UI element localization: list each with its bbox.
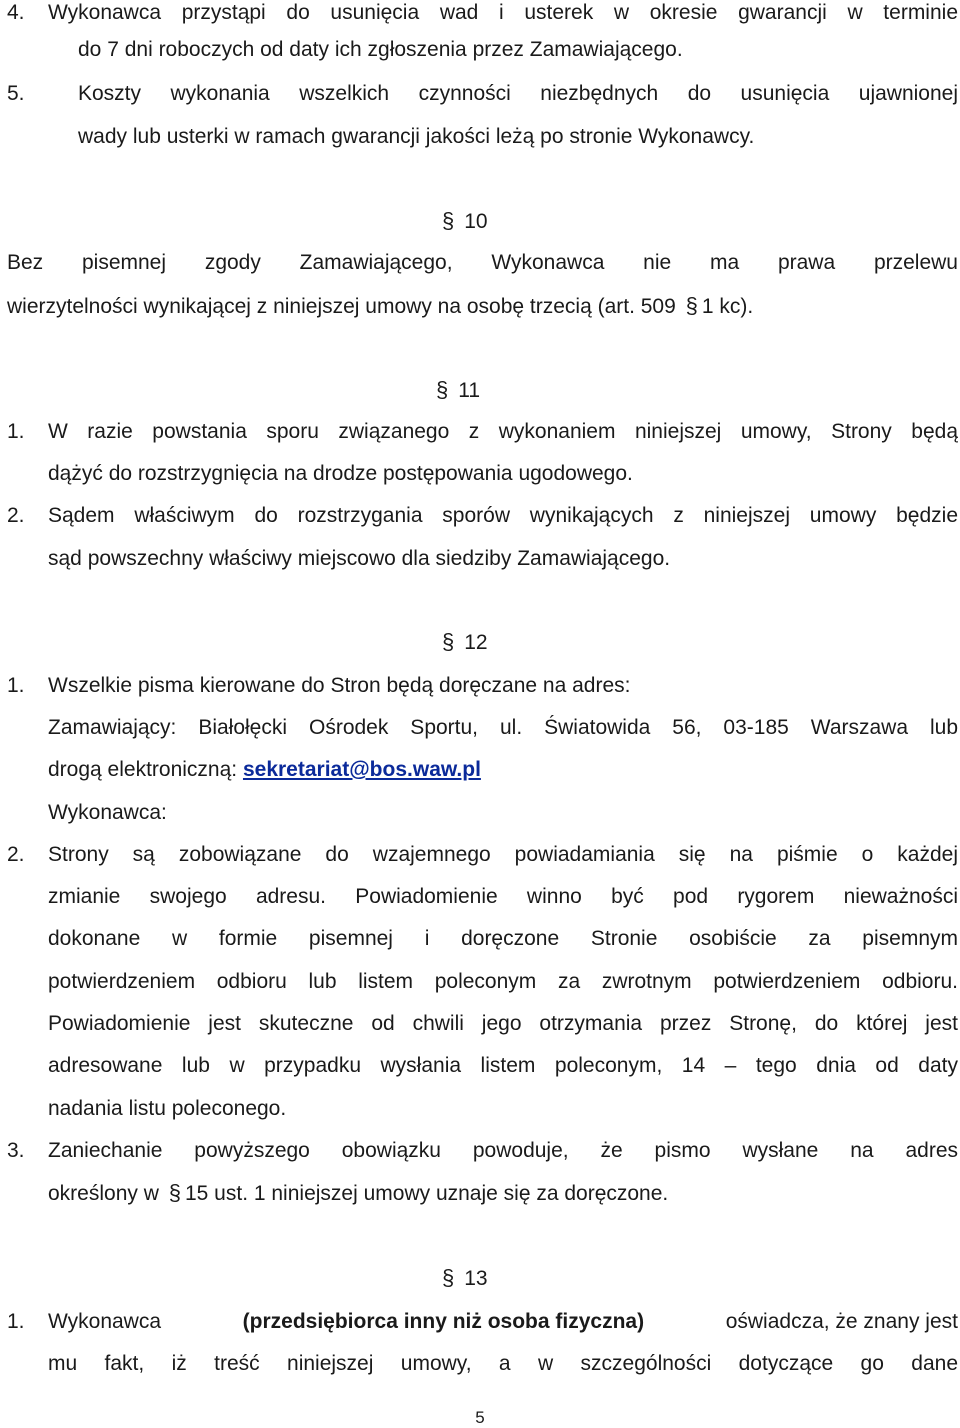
paragraph-line: adresowane lub w przypadku wysłania listem poleconym, 14 – tego dnia od daty [48,1054,958,1077]
list-number: 4. [7,1,25,24]
paragraph-line: dokonane w formie pisemnej i doręczone Stronie osobiście za pisemnym [48,927,958,950]
text-fragment: 1 kc). [701,295,754,318]
paragraph-line: W razie powstania sporu związanego z wykonaniem niniejszej umowy, Strony będą [48,420,958,443]
paragraph-line: Sądem właściwym do rozstrzygania sporów wynikających z niniejszej umowy będzie [48,504,958,527]
text-fragment: wierzytelności wynikającej z niniejszej umowy na osobę trzecią (art. 509 [7,295,676,318]
section-symbol: § [442,629,455,654]
section-symbol: § [442,208,455,233]
list-number: 3. [7,1139,25,1162]
section-heading [442,629,488,656]
section-number: 11 [458,379,481,402]
text-fragment: określony w [48,1182,159,1205]
section-number: 13 [464,1267,488,1290]
paragraph-line: dążyć do rozstrzygnięcia na drodze postępowania ugodowego. [48,462,633,485]
paragraph-line: wady lub usterki w ramach gwarancji jakości leżą po stronie Wykonawcy. [78,125,755,148]
text-fragment: Wykonawca [48,1310,162,1333]
paragraph-line: Zaniechanie powyższego obowiązku powoduje, że pismo wysłane na adres [48,1139,958,1162]
list-number: 5. [7,82,25,105]
list-number: 1. [7,674,25,697]
paragraph-line: zmianie swojego adresu. Powiadomienie winno być pod rygorem nieważności [48,885,958,908]
email-link[interactable]: sekretariat@bos.waw.pl [242,758,481,781]
list-number: 1. [7,1310,25,1333]
paragraph-line: sąd powszechny właściwy miejscowo dla siedziby Zamawiającego. [48,547,671,570]
paragraph-line: do 7 dni roboczych od daty ich zgłoszenia przez Zamawiającego. [78,38,683,61]
text-fragment: 15 ust. 1 niniejszej umowy uznaje się za doręczone. [184,1182,669,1205]
section-heading [442,1265,488,1292]
section-heading [436,377,480,404]
paragraph-line: Wykonawca: [48,801,167,824]
section-number: 12 [464,631,488,654]
paragraph-line: mu fakt, iż treść niniejszej umowy, a w szczególności dotyczące go dane [48,1352,958,1375]
list-number: 2. [7,843,25,866]
section-heading [442,208,488,235]
paragraph-line: Wszelkie pisma kierowane do Stron będą doręczane na adres: [48,674,631,697]
section-symbol: § [442,1265,455,1290]
paragraph-line: Koszty wykonania wszelkich czynności niezbędnych do usunięcia ujawnionej [78,82,958,105]
section-symbol: § [168,1180,181,1205]
paragraph-line [48,1309,958,1335]
paragraph-line [48,1180,668,1207]
paragraph-line: Wykonawca przystąpi do usunięcia wad i usterek w okresie gwarancji w terminie [48,1,958,24]
paragraph-line [48,757,481,783]
section-symbol: § [436,377,449,402]
text-fragment: drogą elektroniczną: [48,758,238,781]
paragraph-line: Strony są zobowiązane do wzajemnego powiadamiania się na piśmie o każdej [48,843,958,866]
bold-text: (przedsiębiorca inny niż osoba fizyczna) [242,1310,645,1333]
paragraph-line: nadania listu poleconego. [48,1097,287,1120]
paragraph-line: Bez pisemnej zgody Zamawiającego, Wykonawca nie ma prawa przelewu [7,251,958,274]
page-number: 5 [475,1408,485,1427]
section-number: 10 [464,210,488,233]
list-number: 2. [7,504,25,527]
section-symbol: § [685,293,698,318]
paragraph-line: Zamawiający: Białołęcki Ośrodek Sportu, ul. Światowida 56, 03-185 Warszawa lub [48,716,958,739]
paragraph-line: Powiadomienie jest skuteczne od chwili jego otrzymania przez Stronę, do której jest [48,1012,958,1035]
list-number: 1. [7,420,25,443]
text-fragment: oświadcza, że znany jest [725,1310,958,1333]
paragraph-line [7,293,753,320]
paragraph-line: potwierdzeniem odbioru lub listem poleconym za zwrotnym potwierdzeniem odbioru. [48,970,958,993]
